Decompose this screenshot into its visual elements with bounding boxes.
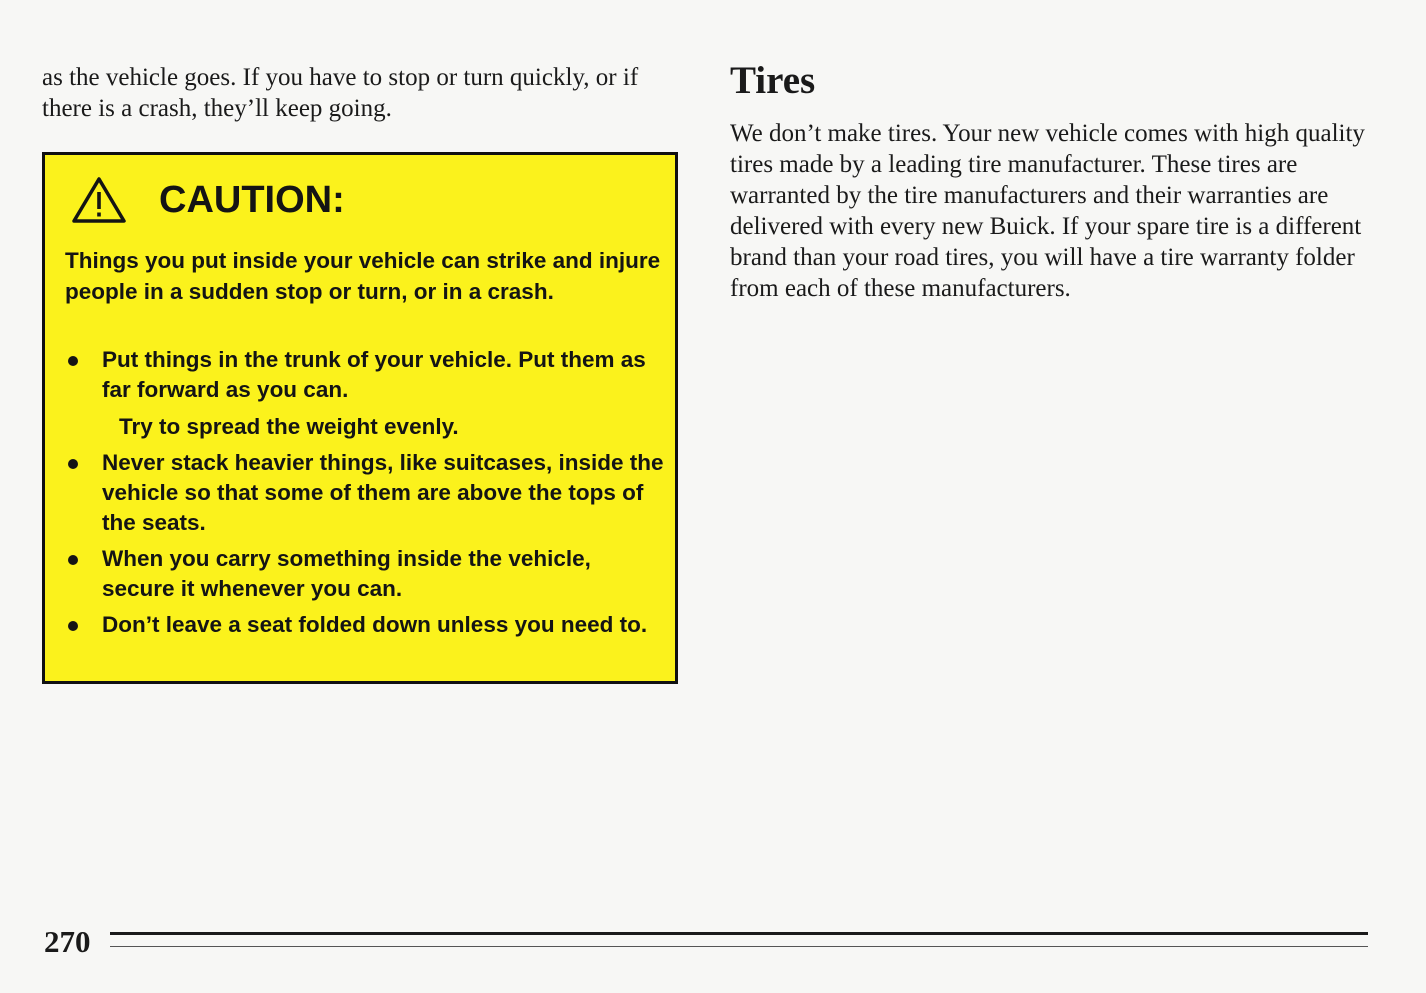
- caution-lead-text: Things you put inside your vehicle can strike and injure people in a sudden stop or turn, or in a crash.: [65, 248, 661, 304]
- bullet-text: Never stack heavier things, like suitcases, inside the vehicle so that some of them are above the tops of the seats.: [102, 450, 664, 535]
- bullet-text: Put things in the trunk of your vehicle. Put them as far forward as you can.: [102, 347, 646, 402]
- caution-bullet-list: [65, 345, 665, 646]
- bullet-icon: [68, 555, 78, 565]
- bullet-text: When you carry something inside the vehicle, secure it whenever you can.: [102, 546, 591, 601]
- list-item: [65, 345, 665, 442]
- bullet-icon: [68, 621, 78, 631]
- section-body: We don’t make tires. Your new vehicle comes with high quality tires made by a leading tire manufacturer. These tires are warranted by the tire manufacturers and their warranties are delivered with every new Buick. If your spare tire is a different brand than your road tires, you will have a tire warranty folder from each of these manufacturers.: [730, 120, 1365, 302]
- list-item: [65, 610, 665, 640]
- warning-triangle-icon: [71, 175, 127, 225]
- caution-box: [42, 152, 678, 684]
- list-item: [65, 448, 665, 538]
- intro-paragraph: as the vehicle goes. If you have to stop or turn quickly, or if there is a crash, they’ll keep going.: [42, 64, 639, 122]
- caution-header: [71, 175, 345, 225]
- bullet-icon: [68, 356, 78, 366]
- section-title: Tires: [730, 59, 816, 102]
- page-footer: [44, 922, 1368, 962]
- page-number: 270: [44, 924, 91, 959]
- list-item: [65, 544, 665, 604]
- caution-title: CAUTION:: [159, 178, 345, 221]
- footer-rule-thin: [110, 946, 1368, 947]
- bullet-icon: [68, 459, 78, 469]
- footer-rule: [110, 932, 1368, 935]
- left-column: [42, 62, 682, 124]
- right-column: [730, 58, 1370, 304]
- bullet-subtext: Try to spread the weight evenly.: [119, 414, 459, 439]
- bullet-text: Don’t leave a seat folded down unless you need to.: [102, 612, 648, 637]
